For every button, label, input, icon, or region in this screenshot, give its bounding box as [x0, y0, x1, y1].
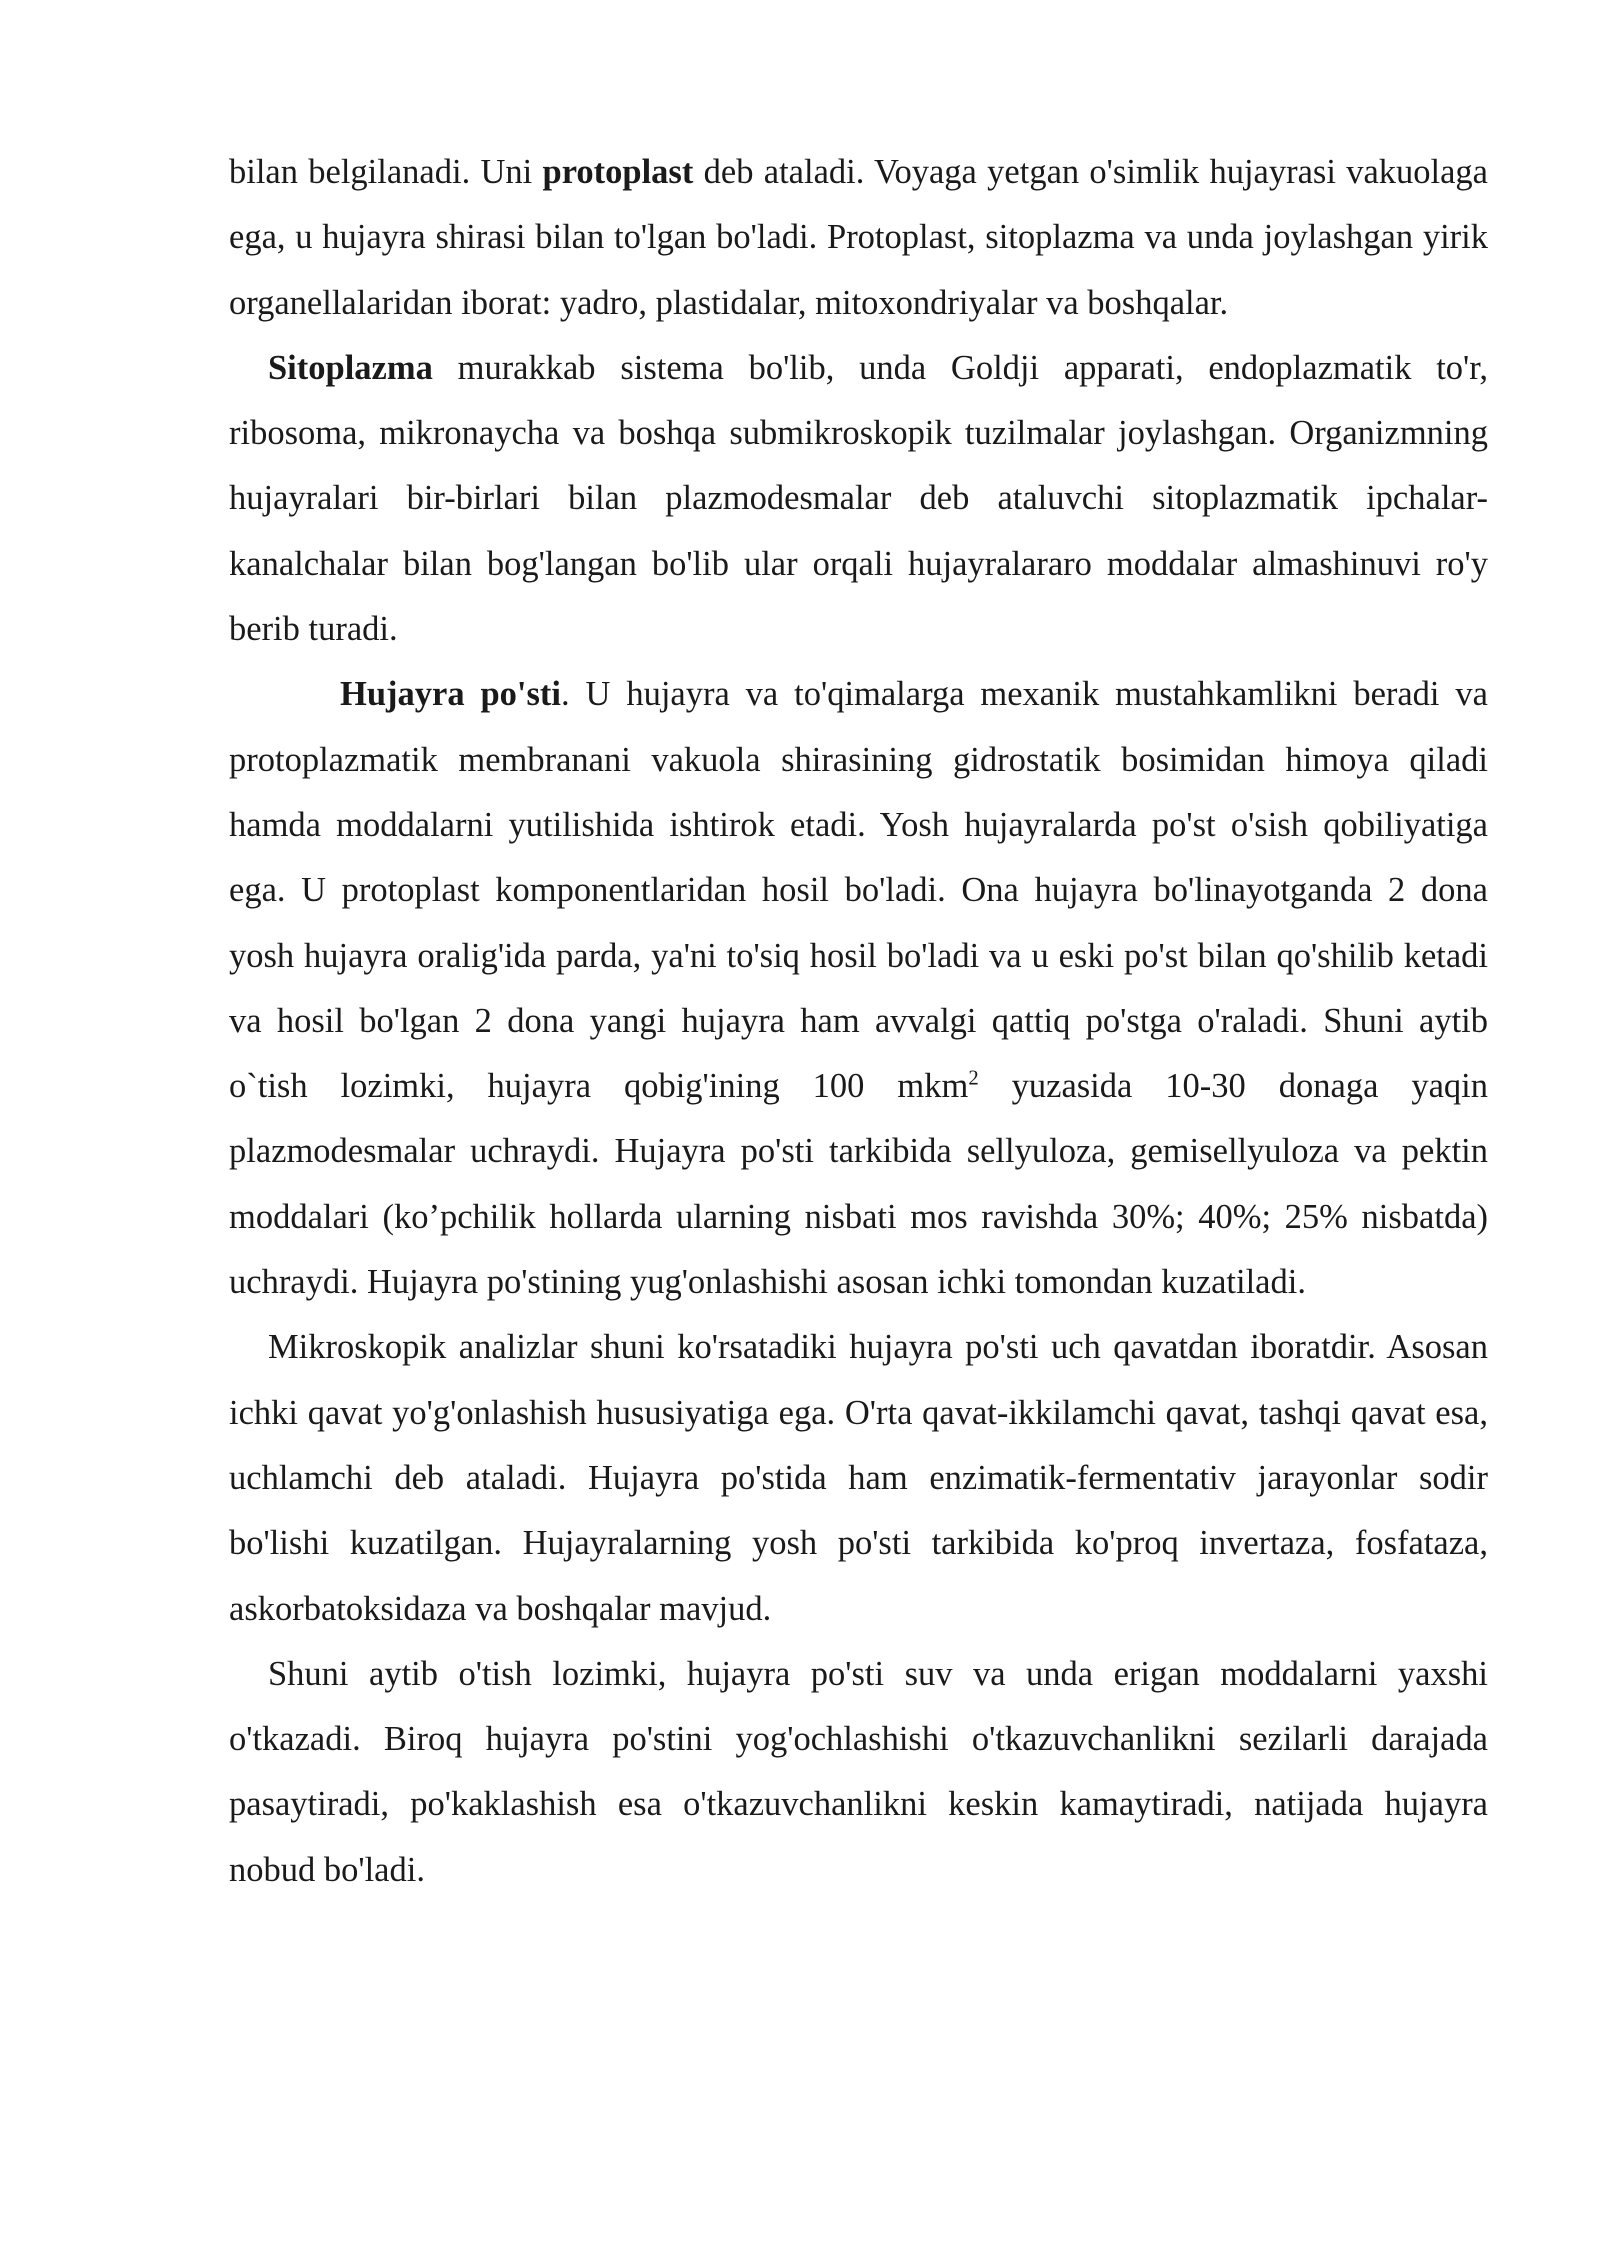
- term-sitoplazma: Sitoplazma: [268, 348, 433, 387]
- text-run: Mikroskopik analizlar shuni ko'rsatadiki hujayra po'sti uch qavatdan iboratdir. Asosan ichki qavat yo'g'onlashish hususiyatiga ega. O'rta qavat-ikkilamchi qavat, tashqi qavat esa, uchlamchi deb ataladi. Hujayra po'stida ham enzimatik-fermentativ jarayonlar sodir bo'lishi kuzatilgan. Hujayralarning yosh po'sti tarkibida ko'proq invertaza, fosfataza, askorbatoksidaza va boshqalar mavjud.: [229, 1328, 1488, 1628]
- text-run: deb ataladi. Voyaga yetgan o'simlik hujayrasi vakuolaga ega, u hujayra shirasi bilan to'lgan bo'ladi. Protoplast, sitoplazma va unda joylashgan yirik organellalaridan iborat: yadro, plastidalar, mitoxondriyalar va boshqalar.: [229, 153, 1488, 322]
- text-run: yuzasida 10-30 donaga yaqin plazmodesmalar uchraydi. Hujayra po'sti tarkibida sellyuloza, gemisellyuloza va pektin moddalari (ko’pchilik hollarda ularning nisbati mos ravishda 30%; 40%; 25% nisbatda) uchraydi. Hujayra po'stining yug'onlashishi asosan ichki tomondan kuzatiladi.: [229, 1067, 1488, 1302]
- text-run: bilan belgilanadi. Uni: [229, 153, 543, 191]
- text-run: . U hujayra va to'qimalarga mexanik mustahkamlikni beradi va protoplazmatik membranani vakuola shirasining gidrostatik bosimidan himoya qiladi hamda moddalarni yutilishida ishtirok etadi. Yosh hujayralarda po'st o'sish qobiliyatiga ega. U protoplast komponentlaridan hosil bo'ladi. Ona hujayra bo'linayotganda 2 dona yosh hujayra oralig'ida parda, ya'ni to'siq hosil bo'ladi va u eski po'st bilan qo'shilib ketadi va hosil bo'lgan 2 dona yangi hujayra ham avvalgi qattiq po'stga o'raladi. Shuni aytib o`tish lozimki, hujayra qobig'ining 100 mkm: [229, 675, 1488, 1106]
- document-page: [229, 140, 1488, 1903]
- paragraph-otkazuvchanlik: [229, 1642, 1488, 1903]
- superscript: 2: [968, 1067, 979, 1090]
- paragraph-sitoplazma: [229, 336, 1488, 662]
- term-hujayra-posti: Hujayra po'sti: [340, 675, 561, 714]
- paragraph-hujayra-posti: [229, 662, 1488, 1315]
- term-protoplast: protoplast: [542, 153, 694, 191]
- paragraph-protoplast: [229, 140, 1488, 336]
- paragraph-mikroskopik: [229, 1315, 1488, 1641]
- text-run: Shuni aytib o'tish lozimki, hujayra po'sti suv va unda erigan moddalarni yaxshi o'tkazadi. Biroq hujayra po'stini yog'ochlashishi o'tkazuvchanlikni sezilarli darajada pasaytiradi, po'kaklashish esa o'tkazuvchanlikni keskin kamaytiradi, natijada hujayra nobud bo'ladi.: [229, 1654, 1488, 1889]
- text-run: murakkab sistema bo'lib, unda Goldji apparati, endoplazmatik to'r, ribosoma, mikronaycha va boshqa submikroskopik tuzilmalar joylashgan. Organizmning hujayralari bir-birlari bilan plazmodesmalar deb ataluvchi sitoplazmatik ipchalar-kanalchalar bilan bog'langan bo'lib ular orqali hujayralararo moddalar almashinuvi ro'y berib turadi.: [229, 348, 1488, 649]
